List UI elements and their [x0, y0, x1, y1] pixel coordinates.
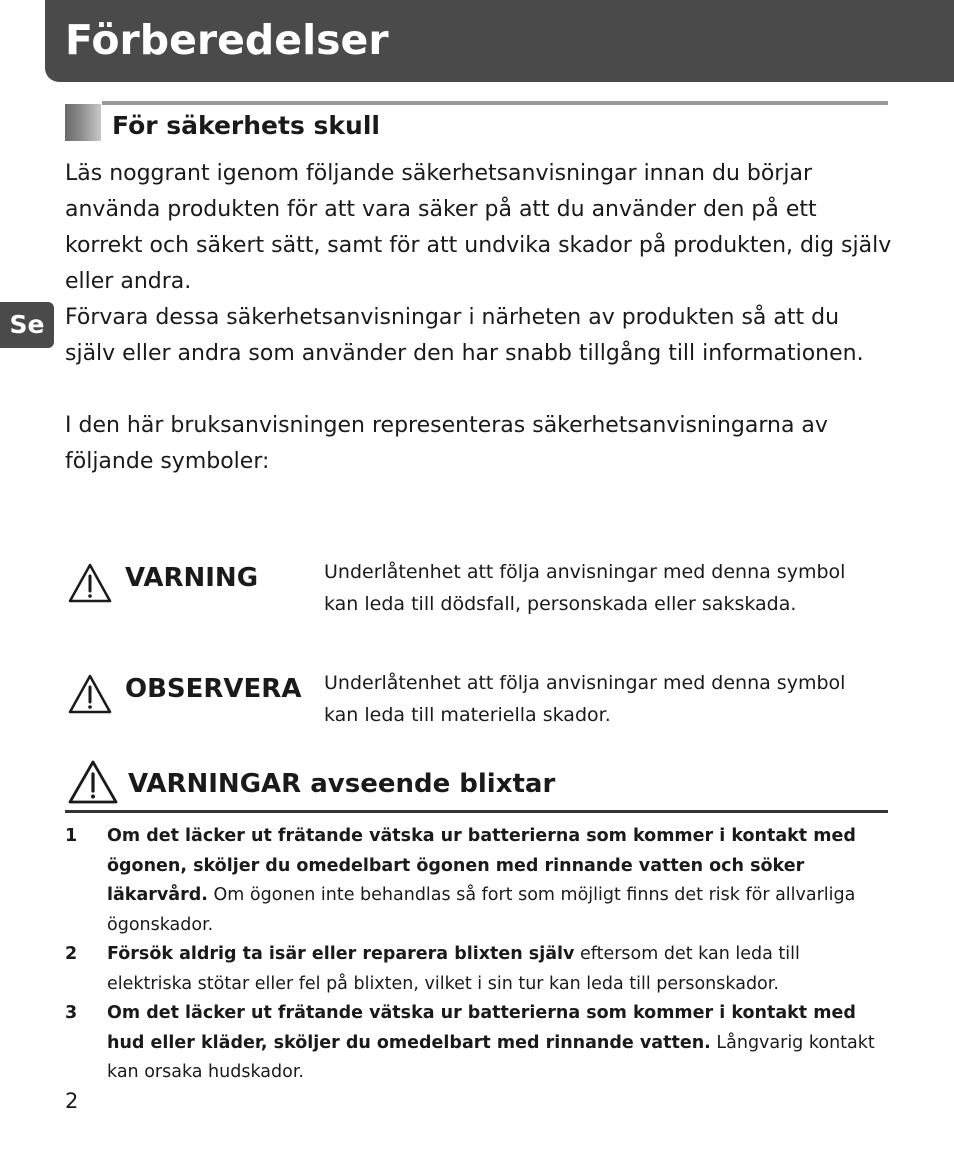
page-number: 2: [65, 1089, 79, 1113]
symbol-description-varning: Underlåtenhet att följa anvisningar med denna symbol kan leda till dödsfall, personskada eller sakskada.: [324, 561, 846, 615]
symbol-description-observera: Underlåtenhet att följa anvisningar med denna symbol kan leda till materiella skador.: [324, 672, 846, 726]
item-number: 2: [65, 944, 78, 964]
list-item: [65, 940, 885, 999]
item-number: 3: [65, 1003, 78, 1023]
warning-triangle-icon: [67, 759, 119, 805]
language-tab: Se: [0, 302, 54, 348]
page-title: Förberedelser: [65, 16, 389, 64]
intro-paragraph-1: Läs noggrant igenom följande säkerhetsanvisningar innan du börjar använda produkten för att vara säker på att du använder den på ett korrekt och säkert sätt, samt för att undvika skador på produkten, dig själv eller andra.: [65, 161, 892, 294]
symbol-label-varning: VARNING: [125, 563, 259, 593]
section-heading-safety: För säkerhets skull: [112, 111, 380, 140]
section-marker: [65, 104, 101, 141]
symbol-label-observera: OBSERVERA: [125, 674, 302, 704]
header-bar: [45, 0, 954, 82]
item-text: eftersom det kan leda till elektriska stötar eller fel på blixten, vilket i sin tur kan leda till personskador.: [107, 944, 800, 994]
section-rule: [102, 101, 888, 105]
item-text: Långvarig kontakt kan orsaka hudskador.: [107, 1032, 875, 1082]
intro-paragraph-3: I den här bruksanvisningen representeras säkerhetsanvisningarna av följande symboler:: [65, 413, 828, 474]
section-heading-warnings: VARNINGAR avseende blixtar: [128, 769, 556, 799]
warning-list: [65, 822, 885, 1088]
item-bold-text: Om det läcker ut frätande vätska ur batterierna som kommer i kontakt med ögonen, sköljer du omedelbart ögonen med rinnande vatten och söker läkarvård.: [107, 826, 856, 905]
list-item: [65, 822, 885, 940]
symbol-row-observera: [65, 673, 895, 763]
item-bold-text: Försök aldrig ta isär eller reparera blixten själv: [107, 944, 575, 964]
symbol-row-varning: [65, 562, 895, 652]
list-item: [65, 999, 885, 1088]
item-number: 1: [65, 826, 78, 846]
safety-intro: [65, 156, 895, 480]
intro-paragraph-2: Förvara dessa säkerhetsanvisningar i närheten av produkten så att du själv eller andra som använder den har snabb tillgång till informationen.: [65, 305, 864, 366]
item-text: Om ögonen inte behandlas så fort som möjligt finns det risk för allvarliga ögonskador.: [107, 885, 856, 935]
section-rule: [65, 810, 888, 813]
warning-triangle-icon: [67, 562, 113, 604]
warning-triangle-icon: [67, 673, 113, 715]
item-bold-text: Om det läcker ut frätande vätska ur batterierna som kommer i kontakt med hud eller kläder, sköljer du omedelbart med rinnande vatten.: [107, 1003, 856, 1053]
